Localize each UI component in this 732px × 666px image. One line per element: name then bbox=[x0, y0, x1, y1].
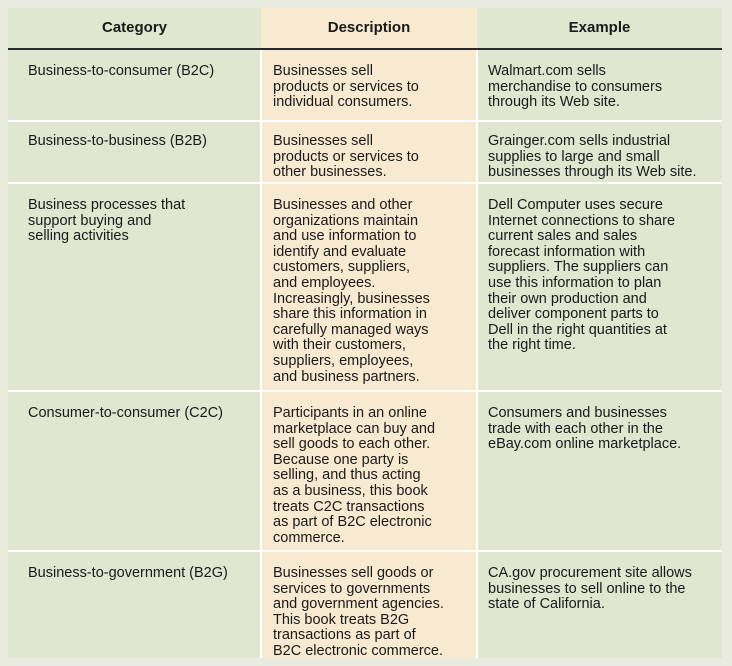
ecommerce-categories-table bbox=[8, 8, 722, 658]
header-description: Description bbox=[327, 19, 411, 36]
row-category: Business-to-government (B2G) bbox=[28, 565, 228, 581]
table-row bbox=[8, 552, 722, 658]
table-row bbox=[8, 392, 722, 548]
row-description: Businesses sell products or services to other businesses. bbox=[273, 133, 419, 181]
row-example: Dell Computer uses secure Internet connections to share current sales and sales forecast information with suppliers. The suppliers can use this information to plan their own production and deliver component parts to Dell in the right quantities at the right time. bbox=[488, 197, 676, 354]
row-category: Business processes that support buying and selling activities bbox=[28, 197, 186, 245]
header-category: Category bbox=[101, 19, 168, 36]
row-description: Participants in an online marketplace can buy and sell goods to each other. Because one party is selling, and thus acting as a business, this book treats C2C transactions as part of B2C electronic commerce. bbox=[273, 405, 436, 546]
table-row bbox=[8, 50, 722, 120]
table-row bbox=[8, 122, 722, 180]
row-example: CA.gov procurement site allows businesses to sell online to the state of California. bbox=[488, 565, 692, 613]
row-description: Businesses sell products or services to individual consumers. bbox=[273, 63, 419, 111]
row-description: Businesses and other organizations maintain and use information to identify and evaluate customers, suppliers, and employees. Increasingly, businesses share this information in carefully managed ways with their customers, suppliers, employees, and business partners. bbox=[273, 197, 430, 385]
table-header bbox=[8, 8, 722, 50]
table-row bbox=[8, 184, 722, 388]
row-example: Consumers and businesses trade with each other in the eBay.com online marketplace. bbox=[488, 405, 682, 453]
row-example: Walmart.com sells merchandise to consumers through its Web site. bbox=[488, 63, 663, 111]
header-example: Example bbox=[568, 19, 631, 36]
row-description: Businesses sell goods or services to governments and government agencies. This book treats B2G transactions as part of B2C electronic commerce. bbox=[273, 565, 444, 659]
row-category: Consumer-to-consumer (C2C) bbox=[28, 405, 223, 421]
row-category: Business-to-business (B2B) bbox=[28, 133, 207, 149]
row-example: Grainger.com sells industrial supplies to large and small businesses through its Web site. bbox=[488, 133, 697, 181]
row-category: Business-to-consumer (B2C) bbox=[28, 63, 215, 79]
